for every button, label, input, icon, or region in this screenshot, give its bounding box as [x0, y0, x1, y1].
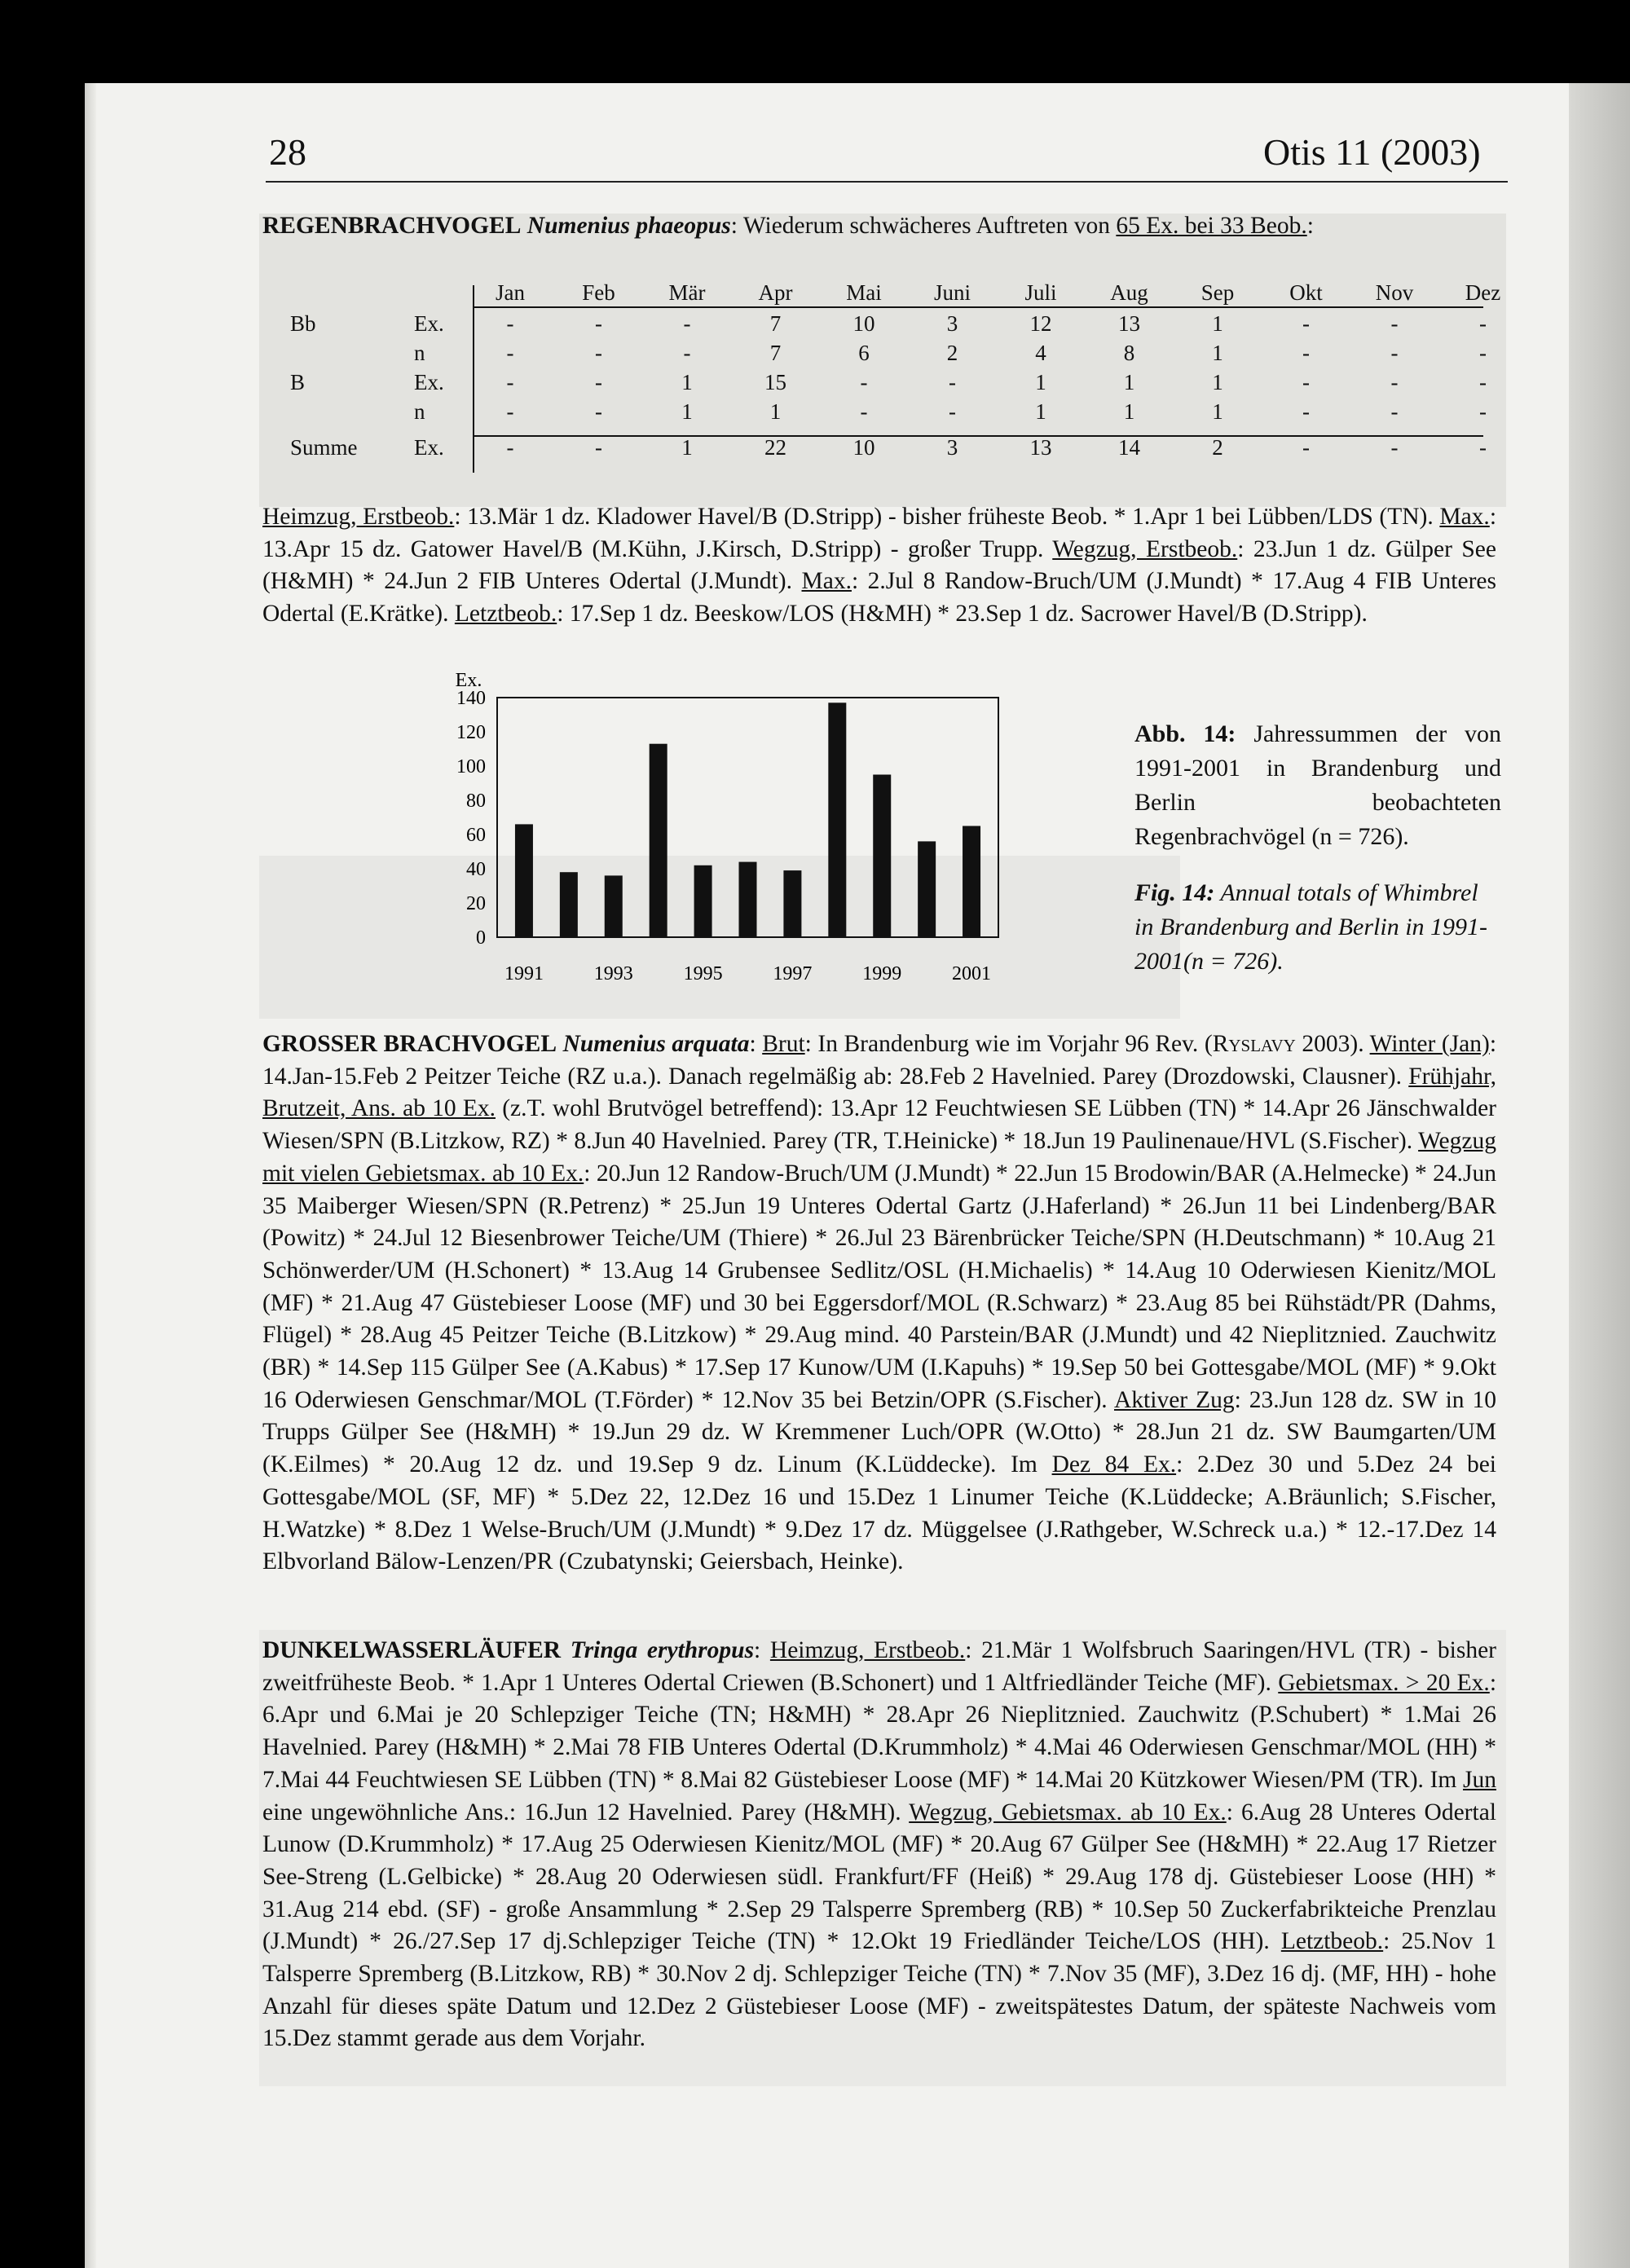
table-cell: 1: [1212, 341, 1223, 365]
table-cell: 1: [1123, 399, 1135, 424]
table-cell: 10: [852, 435, 875, 460]
bar-1993: [605, 875, 623, 937]
table-cell: -: [1479, 370, 1487, 394]
table-cell: -: [1302, 399, 1310, 424]
label-heimzug: Heimzug, Erstbeob.: [769, 1637, 966, 1663]
y-tick-label: 80: [466, 790, 486, 812]
text-heimzug: : 13.Mär 1 dz. Kladower Havel/B (D.Stripp) - bisher früheste Beob. * 1.Apr 1 bei Lübben/LDS (TN).: [454, 504, 1440, 530]
label-brut: Brut: [762, 1031, 805, 1057]
table-cell: 3: [946, 311, 958, 336]
x-tick-label: 2001: [952, 963, 992, 984]
table-header-cell: Jan: [496, 280, 525, 305]
y-axis-title: Ex.: [455, 670, 482, 691]
caption-de-text: Jahressummen der von 1991-2001 in Brandenburg und Berlin beobachteten Regenbrachvögel (n = 726).: [1134, 720, 1502, 850]
text-aktiver-zug: : 23.Jun 128 dz. SW in 10 Trupps Gülper See (H&MH) * 19.Jun 29 dz. W Kremmener Luch/OPR (W.Otto) * 28.Jun 21 dz. SW Baumgarten/UM (K.Eilmes) * 20.Aug 12 dz. und 19.Sep 9 dz. Linum (K.Lüddecke). Im: [262, 1386, 1496, 1478]
table-cell: -: [506, 370, 514, 394]
text-gebietsmax: : 6.Apr und 6.Mai je 20 Schlepziger Teiche (TN; H&MH) * 28.Apr 26 Nieplitznied. Zauchwitz (P.Schubert) * 1.Mai 26 Havelnied. Parey (H&MH) * 2.Mai 78 FIB Unteres Odertal (D.Krummholz) * 4.Mai 46 Oderwiesen Genschmar/MOL (HH) * 7.Mai 44 Feuchtwiesen SE Lübben (TN) * 8.Mai 82 Güstebieser Loose (MF) * 14.Mai 20 Kützkower Wiesen/PM (TR). Im: [262, 1669, 1497, 1793]
citation-author: Ryslavy: [1212, 1031, 1296, 1057]
table-cell: -: [949, 399, 956, 424]
table-cell: -: [1302, 311, 1310, 336]
table-cell: 1: [681, 399, 693, 424]
table-cell: 1: [1123, 370, 1135, 394]
bar-2000: [918, 841, 936, 937]
table-row-unit: n: [414, 399, 425, 424]
y-tick-label: 0: [476, 927, 486, 949]
table-cell: 1: [681, 370, 693, 394]
next-page-edge: [1569, 83, 1630, 2268]
heading-text: : Wiederum schwächeres Auftreten von: [730, 213, 1117, 239]
caption-de: [1134, 717, 1501, 854]
y-tick-label: 100: [456, 756, 486, 777]
table-cell: 1: [1212, 311, 1223, 336]
table-header-cell: Feb: [582, 280, 615, 305]
table-cell: -: [1390, 341, 1399, 365]
table-cell: -: [1479, 341, 1487, 365]
table-cell: -: [595, 370, 602, 394]
table-cell: 22: [764, 435, 786, 460]
text-wegzug: : 20.Jun 12 Randow-Bruch/UM (J.Mundt) * 22.Jun 15 Brodowin/BAR (A.Helmecke) * 24.Jun 35 Maiberger Wiesen/SPN (R.Petrenz) * 25.Jun 19 Unteres Odertal Gartz (J.Haferland) * 26.Jun 11 bei Lindenberg/BAR (Powitz) * 24.Jul 12 Biesenbrower Teiche/UM (Thiere) * 26.Jul 23 Bärenbrücker Teiche/SPN (H.Deutschmann) * 10.Aug 21 Schönwerder/UM (H.Schonert) * 13.Aug 14 Grubensee Sedlitz/OSL (H.Michaelis) * 14.Aug 10 Oderwiesen Kienitz/MOL (MF) * 21.Aug 47 Güstebieser Loose (MF) und 30 bei Eggersdorf/MOL (R.Schwarz) * 23.Aug 85 bei Rühstädt/PR (Dahms, Flügel) * 28.Aug 45 Peitzer Teiche (B.Litzkow) * 29.Aug mind. 40 Parstein/BAR (J.Mundt) und 42 Nieplitznied. Zauchwitz (BR) * 14.Sep 115 Gülper See (A.Kabus) * 17.Sep 17 Kunow/UM (I.Kapuhs) * 19.Sep 50 bei Gottesgabe/MOL (MF) * 9.Okt 16 Oderwiesen Genschmar/MOL (T.Förder) * 12.Nov 35 bei Betzin/OPR (S.Fischer).: [262, 1160, 1496, 1413]
table-cell: 1: [681, 435, 693, 460]
table-cell: 3: [946, 435, 958, 460]
bar-1996: [739, 862, 757, 937]
caption-en-text: Annual totals of Whimbrel in Brandenburg and Berlin in 1991-2001(n = 726).: [1134, 879, 1488, 975]
y-tick-label: 60: [466, 825, 486, 846]
label-dez: Dez 84 Ex.: [1051, 1451, 1177, 1478]
text-letztbeob: : 17.Sep 1 dz. Beeskow/LOS (H&MH) * 23.Sep 1 dz. Sacrower Havel/B (D.Stripp).: [557, 601, 1368, 628]
species-latin: Tringa erythropus: [570, 1637, 755, 1663]
table-cell: -: [860, 370, 868, 394]
regenbrachvogel-heading: [262, 210, 1496, 243]
table-header-cell: Nov: [1375, 280, 1414, 305]
table-header-cell: Mär: [668, 280, 706, 305]
y-tick-label: 120: [456, 722, 486, 743]
table-cell: -: [1479, 311, 1487, 336]
bar-chart: [440, 668, 1027, 994]
label-max: Max.: [1439, 504, 1490, 530]
table-cell: -: [683, 311, 691, 336]
y-tick-label: 40: [466, 859, 486, 880]
table-header-cell: Sep: [1200, 280, 1235, 305]
text-jun: eine ungewöhnliche Ans.: 16.Jun 12 Havelnied. Parey (H&MH).: [262, 1799, 910, 1825]
table-row-unit: Ex.: [414, 311, 444, 336]
table-cell: 10: [852, 311, 875, 336]
label-winter: Winter (Jan): [1369, 1031, 1490, 1057]
table-cell: -: [1390, 311, 1399, 336]
label-gebietsmax: Gebietsmax. > 20 Ex.: [1278, 1669, 1490, 1696]
table-header-cell: Mai: [846, 280, 882, 305]
text-wegzug: : 23.Jun 1 dz. Gülper See (H&MH) * 24.Jun 2 FIB Unteres Odertal (J.Mundt).: [262, 535, 1496, 595]
table-cell: -: [949, 370, 956, 394]
table-cell: -: [506, 399, 514, 424]
table-row-group: Bb: [290, 311, 316, 336]
x-tick-label: 1995: [683, 963, 723, 984]
table-cell: -: [506, 311, 514, 336]
y-tick-label: 140: [456, 688, 486, 709]
table-cell: -: [595, 399, 602, 424]
text-max: : 13.Apr 15 dz. Gatower Havel/B (M.Kühn, J.Kirsch, D.Stripp) - großer Trupp.: [262, 504, 1497, 562]
table-cell: 1: [1212, 370, 1223, 394]
text-max2: : 2.Jul 8 Randow-Bruch/UM (J.Mundt) * 17.Aug 4 FIB Unteres Odertal (E.Krätke).: [262, 568, 1496, 628]
x-tick-label: 1999: [862, 963, 902, 984]
table-header-cell: Aug: [1110, 280, 1148, 305]
table-cell: 13: [1118, 311, 1140, 336]
label-heimzug: Heimzug, Erstbeob.: [262, 504, 455, 530]
bar-1992: [560, 872, 578, 937]
table-cell: -: [860, 399, 868, 424]
header-rule: [266, 181, 1508, 183]
table-cell: -: [595, 311, 602, 336]
table-cell: 15: [764, 370, 786, 394]
table-cell: -: [1479, 399, 1487, 424]
x-tick-label: 1993: [593, 963, 633, 984]
text-wegzug: : 6.Aug 28 Unteres Odertal Lunow (D.Krummholz) * 17.Aug 25 Oderwiesen Kienitz/MOL (MF) * 20.Aug 67 Gülper See (H&MH) * 22.Aug 17 Rietzer See-Streng (L.Gelbicke) * 28.Aug 20 Oderwiesen südl. Frankfurt/FF (Heiß) * 29.Aug 178 dj. Güstebieser Loose (HH) * 31.Aug 214 ebd. (SF) - große Ansammlung * 2.Sep 29 Talsperre Spremberg (RB) * 10.Sep 50 Zuckerfabrikteiche Prenzlau (J.Mundt) * 26./27.Sep 17 dj.Schlepziger Teiche (TN) * 12.Okt 19 Friedländer Teiche/LOS (HH).: [262, 1799, 1496, 1955]
table-cell: -: [1302, 341, 1310, 365]
grosser-brachvogel-section: GROSSER BRACHVOGEL Numenius arquata: Brut: In Brandenburg wie im Vorjahr 96 Rev. (Ryslavy 2003). Winter (Jan): 14.Jan-15.Feb 2 Peitzer Teiche (RZ u.a.). Danach regelmäßig ab: 28.Feb 2 Havelnied. Parey (Drozdowski, Clausner). Frühjahr, Brutzeit, Ans. ab 10 Ex. (z.T. wohl Brutvögel betreffend): 13.Apr 12 Feuchtwiesen SE Lübben (TN) * 14.Apr 26 Jänschwalder Wiesen/SPN (B.Litzkow, RZ) * 8.Jun 40 Havelnied. Parey (TR, T.Heinicke) * 18.Jun 19 Paulinenaue/HVL (S.Fischer). Wegzug mit vielen Gebietsmax. ab 10 Ex.: 20.Jun 12 Randow-Bruch/UM (J.Mundt) * 22.Jun 15 Brodowin/BAR (A.Helmecke) * 24.Jun 35 Maiberger Wiesen/SPN (R.Petrenz) * 25.Jun 19 Unteres Odertal Gartz (J.Haferland) * 26.Jun 11 bei Lindenberg/BAR (Powitz) * 24.Jul 12 Biesenbrower Teiche/UM (Thiere) * 26.Jul 23 Bärenbrücker Teiche/SPN (H.Deutschmann) * 10.Aug 21 Schönwerder/UM (H.Schonert) * 13.Aug 14 Grubensee Sedlitz/OSL (H.Michaelis) * 14.Aug 10 Oderwiesen Kienitz/MOL (MF) * 21.Aug 47 Güstebieser Loose (MF) und 30 bei Eggersdorf/MOL (R.Schwarz) * 23.Aug 85 bei Rühstädt/PR (Dahms, Flügel) * 28.Aug 45 Peitzer Teiche (B.Litzkow) * 29.Aug mind. 40 Parstein/BAR (J.Mundt) und 42 Nieplitznied. Zauchwitz (BR) * 14.Sep 115 Gülper See (A.Kabus) * 17.Sep 17 Kunow/UM (I.Kapuhs) * 19.Sep 50 bei Gottesgabe/MOL (MF) * 9.Okt 16 Oderwiesen Genschmar/MOL (T.Förder) * 12.Nov 35 bei Betzin/OPR (S.Fischer). Aktiver Zug: 23.Jun 128 dz. SW in 10 Trupps Gülper See (H&MH) * 19.Jun 29 dz. W Kremmener Luch/OPR (W.Otto) * 28.Jun 21 dz. SW Baumgarten/UM (K.Eilmes) * 20.Aug 12 dz. und 19.Sep 9 dz. Linum (K.Lüddecke). Im Dez 84 Ex.: 2.Dez 30 und 5.Dez 24 bei Gottesgabe/MOL (SF, MF) * 5.Dez 22, 12.Dez 16 und 15.Dez 1 Linumer Teiche (K.Lüddecke; A.Bräunlich; S.Fischer, H.Watzke) * 8.Dez 1 Welse-Bruch/UM (J.Mundt) * 9.Dez 17 dz. Müggelsee (J.Rathgeber, W.Schreck u.a.) * 12.-17.Dez 14 Elbvorland Bälow-Lenzen/PR (Czubatynski; Geiersbach, Heinke).: [262, 1031, 1497, 1575]
species-title: REGENBRACHVOGEL: [262, 213, 522, 239]
table-cell: -: [1302, 435, 1310, 460]
table-row-unit: Ex.: [414, 435, 444, 460]
count-text: 65 Ex. bei 33 Beob.: [1116, 213, 1307, 239]
species-title: DUNKELWASSERLÄUFER: [262, 1637, 562, 1663]
table-cell: 8: [1123, 341, 1135, 365]
table-cell: -: [1390, 370, 1399, 394]
x-tick-label: 1997: [773, 963, 813, 984]
text-dez: : 2.Dez 30 und 5.Dez 24 bei Gottesgabe/MOL (SF, MF) * 5.Dez 22, 12.Dez 16 und 15.Dez 1 Linumer Teiche (K.Lüddecke; A.Bräunlich; S.Fischer, H.Watzke) * 8.Dez 1 Welse-Bruch/UM (J.Mundt) * 9.Dez 17 dz. Müggelsee (J.Rathgeber, W.Schreck u.a.) * 12.-17.Dez 14 Elbvorland Bälow-Lenzen/PR (Czubatynski; Geiersbach, Heinke).: [262, 1451, 1496, 1575]
table-cell: 4: [1035, 341, 1046, 365]
page-spine: [85, 83, 96, 2268]
table-header-cell: Okt: [1289, 280, 1323, 305]
bar-1991: [515, 824, 533, 937]
table-cell: -: [595, 435, 602, 460]
table-header-cell: Juni: [933, 280, 971, 305]
label-letztbeob: Letztbeob.: [1280, 1928, 1384, 1955]
bar-1995: [694, 865, 712, 937]
table-header-cell: Juli: [1024, 280, 1057, 305]
table-horizontal-rule: [473, 306, 1483, 308]
table-cell: 1: [1035, 399, 1046, 424]
text-winter: : 14.Jan-15.Feb 2 Peitzer Teiche (RZ u.a.). Danach regelmäßig ab: 28.Feb 2 Havelnied. Parey (Drozdowski, Clausner).: [262, 1031, 1497, 1090]
page-number: 28: [269, 131, 306, 173]
label-wegzug: Wegzug, Gebietsmax. ab 10 Ex.: [909, 1799, 1227, 1825]
table-cell: 6: [858, 341, 870, 365]
label-letztbeob: Letztbeob.: [454, 601, 557, 628]
table-header-cell: Apr: [758, 280, 793, 305]
table-cell: -: [506, 341, 514, 365]
table-cell: 14: [1118, 435, 1140, 460]
table-cell: 12: [1029, 311, 1052, 336]
table-cell: -: [1302, 370, 1310, 394]
table-cell: -: [506, 435, 514, 460]
dunkelwasserlaeufer-section: DUNKELWASSERLÄUFER Tringa erythropus: Heimzug, Erstbeob.: 21.Mär 1 Wolfsbruch Saaringen/HVL (TR) - bisher zweitfrüheste Beob. * 1.Apr 1 Unteres Odertal Criewen (B.Schonert) und 1 Altfriedländer Teiche (MF). Gebietsmax. > 20 Ex.: 6.Apr und 6.Mai je 20 Schlepziger Teiche (TN; H&MH) * 28.Apr 26 Nieplitznied. Zauchwitz (P.Schubert) * 1.Mai 26 Havelnied. Parey (H&MH) * 2.Mai 78 FIB Unteres Odertal (D.Krummholz) * 4.Mai 46 Oderwiesen Genschmar/MOL (HH) * 7.Mai 44 Feuchtwiesen SE Lübben (TN) * 8.Mai 82 Güstebieser Loose (MF) * 14.Mai 20 Kützkower Wiesen/PM (TR). Im Jun eine ungewöhnliche Ans.: 16.Jun 12 Havelnied. Parey (H&MH). Wegzug, Gebietsmax. ab 10 Ex.: 6.Aug 28 Unteres Odertal Lunow (D.Krummholz) * 17.Aug 25 Oderwiesen Kienitz/MOL (MF) * 20.Aug 67 Gülper See (H&MH) * 22.Aug 17 Rietzer See-Streng (L.Gelbicke) * 28.Aug 20 Oderwiesen südl. Frankfurt/FF (Heiß) * 29.Aug 178 dj. Güstebieser Loose (HH) * 31.Aug 214 ebd. (SF) - große Ansammlung * 2.Sep 29 Talsperre Spremberg (RB) * 10.Sep 50 Zuckerfabrikteiche Prenzlau (J.Mundt) * 26./27.Sep 17 dj.Schlepziger Teiche (TN) * 12.Okt 19 Friedländer Teiche/LOS (HH). Letztbeob.: 25.Nov 1 Talsperre Spremberg (B.Litzkow, RB) * 30.Nov 2 dj. Schlepziger Teiche (TN) * 7.Nov 35 (MF), 3.Dez 16 dj. (MF, HH) - hohe Anzahl für dieses späte Datum und 12.Dez 2 Güstebieser Loose (MF) - zweitspätestes Datum, der späteste Nachweis vom 15.Dez stammt gerade aus dem Vorjahr.: [262, 1637, 1497, 2052]
bar-1994: [650, 744, 667, 937]
table-cell: -: [1390, 435, 1399, 460]
table-cell: -: [683, 341, 691, 365]
table-cell: 7: [769, 311, 782, 336]
journal-title: Otis 11 (2003): [1263, 131, 1481, 173]
monthly-table: [290, 277, 1501, 473]
bar-1999: [873, 775, 891, 938]
text-letztbeob: : 25.Nov 1 Talsperre Spremberg (B.Litzkow, RB) * 30.Nov 2 dj. Schlepziger Teiche (TN) * 7.Nov 35 (MF), 3.Dez 16 dj. (MF, HH) - hohe Anzahl für dieses späte Datum und 12.Dez 2 Güstebieser Loose (MF) - zweitspätestes Datum, der späteste Nachweis vom 15.Dez stammt gerade aus dem Vorjahr.: [262, 1928, 1497, 2052]
label-wegzug: Wegzug, Erstbeob.: [1052, 535, 1238, 562]
caption-en: [1134, 876, 1501, 979]
label-wegzug: Wegzug mit vielen Gebietsmax. ab 10 Ex.: [262, 1128, 1496, 1187]
bar-1998: [828, 702, 846, 937]
citation-year: 2003).: [1295, 1031, 1370, 1057]
table-cell: 13: [1029, 435, 1052, 460]
text-heimzug: : 21.Mär 1 Wolfsbruch Saaringen/HVL (TR) - bisher zweitfrüheste Beob. * 1.Apr 1 Unteres Odertal Criewen (B.Schonert) und 1 Altfriedländer Teiche (MF).: [262, 1637, 1497, 1696]
table-cell: 2: [946, 341, 958, 365]
text-fruehjahr: (z.T. wohl Brutvögel betreffend): 13.Apr 12 Feuchtwiesen SE Lübben (TN) * 14.Apr 26 Jänschwalder Wiesen/SPN (B.Litzkow, RZ) * 8.Jun 40 Havelnied. Parey (TR, T.Heinicke) * 18.Jun 19 Paulinenaue/HVL (S.Fischer).: [262, 1095, 1496, 1155]
species-latin: Numenius phaeopus: [526, 213, 731, 239]
x-tick-label: 1991: [504, 963, 544, 984]
table-cell: -: [595, 341, 602, 365]
table-row-group: B: [290, 370, 306, 394]
caption-en-label: Fig. 14:: [1134, 879, 1215, 906]
text-brut: : In Brandenburg wie im Vorjahr 96 Rev. (: [804, 1031, 1213, 1057]
bar-1997: [783, 870, 801, 937]
table-row-unit: n: [414, 341, 425, 365]
table-row-unit: Ex.: [414, 370, 444, 394]
species-title: GROSSER BRACHVOGEL: [262, 1031, 557, 1057]
label-max2: Max.: [801, 568, 852, 595]
table-cell: 1: [1212, 399, 1223, 424]
label-fruehjahr: Frühjahr, Brutzeit, Ans. ab 10 Ex.: [262, 1063, 1496, 1122]
heading-end: :: [1306, 213, 1314, 239]
bar-2001: [963, 826, 980, 938]
y-tick-label: 20: [466, 893, 486, 914]
table-cell: 2: [1212, 435, 1223, 460]
label-jun: Jun: [1463, 1766, 1496, 1793]
species-latin: Numenius arquata: [562, 1031, 750, 1057]
table-cell: -: [1390, 399, 1399, 424]
table-cell: 1: [769, 399, 782, 424]
table-header-cell: Dez: [1465, 280, 1501, 305]
regenbrachvogel-notes: [262, 501, 1496, 631]
caption-de-label: Abb. 14:: [1134, 720, 1236, 747]
table-cell: 1: [1035, 370, 1046, 394]
table-row-group: Summe: [290, 435, 358, 460]
table-cell: -: [1479, 435, 1487, 460]
label-aktiver-zug: Aktiver Zug: [1114, 1386, 1235, 1413]
table-cell: 7: [769, 341, 782, 365]
